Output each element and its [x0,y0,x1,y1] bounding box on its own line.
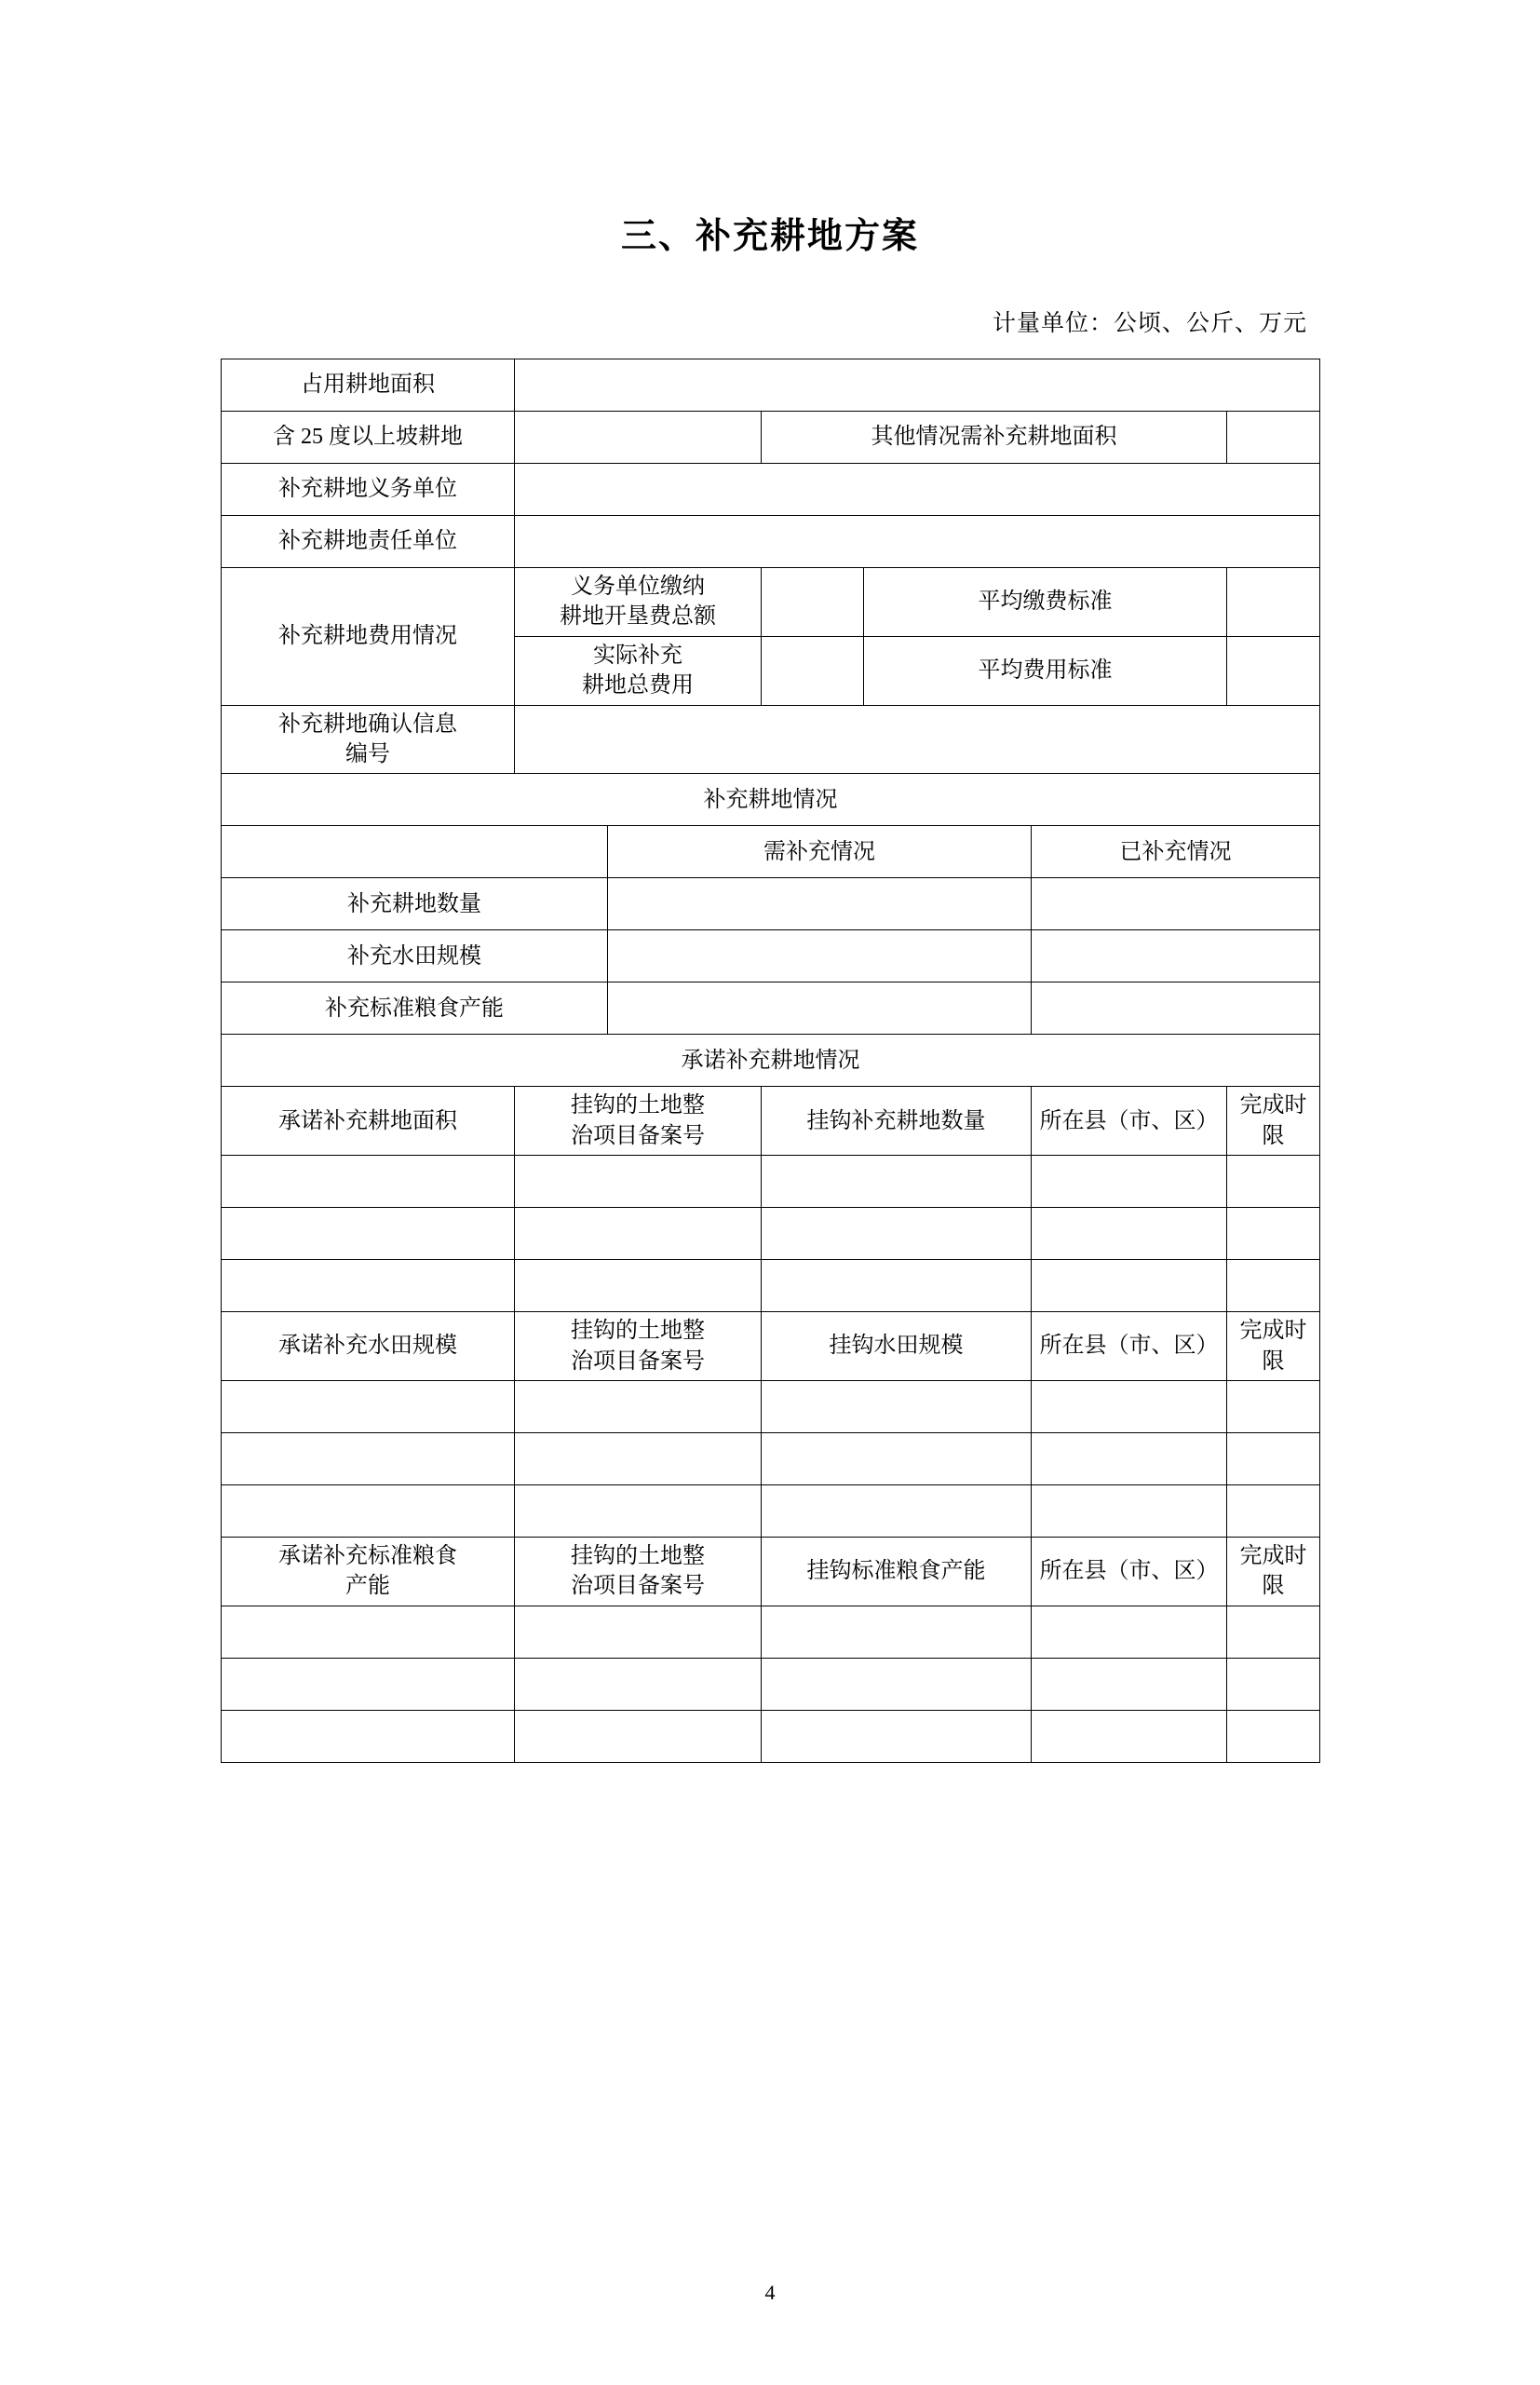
supplement-farmland-table-wrapper [221,359,1319,1763]
fee-item2-label-line2: 耕地总费用 [582,673,694,698]
county-header: 所在县（市、区） [1032,1312,1227,1381]
promise-grain-header [222,1537,515,1606]
linked-project-number-cell[interactable] [515,1260,762,1312]
confirm-info-number-label-line2: 编号 [345,741,390,766]
linked-grain-capacity-header: 挂钩标准粮食产能 [762,1537,1032,1606]
county-cell[interactable] [1032,1156,1227,1208]
supplement-grain-capacity-label: 补充标准粮食产能 [222,982,608,1035]
fee-item1-label-line2: 耕地开垦费总额 [560,604,716,630]
table-row [222,705,1320,774]
deadline-cell[interactable] [1227,1432,1320,1484]
other-supplement-area-value[interactable] [1227,412,1320,464]
table-section-header [222,774,1320,826]
average-cost-standard-value[interactable] [1227,636,1320,705]
linked-paddy-cell[interactable] [762,1380,1032,1432]
deadline-cell[interactable] [1227,1156,1320,1208]
page-title: 三、补充耕地方案 [620,214,919,256]
promise-paddy-cell[interactable] [222,1484,515,1537]
fee-item1-value[interactable] [762,568,864,637]
table-row [222,1156,1320,1208]
county-cell[interactable] [1032,1208,1227,1260]
section-promise-title: 承诺补充耕地情况 [222,1035,1320,1087]
promise-paddy-cell[interactable] [222,1380,515,1432]
deadline-cell[interactable] [1227,1208,1320,1260]
fee-situation-label: 补充耕地费用情况 [222,568,515,706]
linked-project-number-cell[interactable] [515,1156,762,1208]
average-payment-standard-value[interactable] [1227,568,1320,637]
occupied-area-value[interactable] [515,359,1320,412]
linked-project-number-header [515,1537,762,1606]
linked-project-number-cell[interactable] [515,1658,762,1710]
promise-paddy-header: 承诺补充水田规模 [222,1312,515,1381]
fee-item1-label-line1: 义务单位缴纳 [571,575,705,599]
table-row [222,1380,1320,1432]
duty-unit-label: 补充耕地义务单位 [222,464,515,516]
supplement-paddy-done[interactable] [1032,930,1320,982]
county-cell[interactable] [1032,1432,1227,1484]
promise-grain-cell[interactable] [222,1606,515,1658]
responsible-unit-value[interactable] [515,516,1320,568]
average-payment-standard-label: 平均缴费标准 [864,568,1227,637]
supplement-grain-capacity-need[interactable] [608,982,1032,1035]
promise-area-cell[interactable] [222,1156,515,1208]
deadline-header: 完成时限 [1227,1087,1320,1156]
county-cell[interactable] [1032,1484,1227,1537]
deadline-cell[interactable] [1227,1380,1320,1432]
linked-project-number-cell[interactable] [515,1710,762,1762]
supplement-row-label-blank [222,826,608,878]
measurement-unit-note: 计量单位：公顷、公斤、万元 [992,311,1307,336]
responsible-unit-label: 补充耕地责任单位 [222,516,515,568]
linked-project-number-cell[interactable] [515,1380,762,1432]
fee-item2-label-line1: 实际补充 [593,643,682,668]
supplement-quantity-label: 补充耕地数量 [222,878,608,930]
occupied-area-label: 占用耕地面积 [222,359,515,412]
table-row [222,930,1320,982]
linked-project-number-cell[interactable] [515,1484,762,1537]
fee-item2-label [515,636,762,705]
linked-supplement-quantity-header: 挂钩补充耕地数量 [762,1087,1032,1156]
linked-project-number-line2: 治项目备案号 [571,1123,705,1148]
promise-grain-cell[interactable] [222,1710,515,1762]
deadline-cell[interactable] [1227,1710,1320,1762]
table-header-row [222,1537,1320,1606]
linked-paddy-scale-header: 挂钩水田规模 [762,1312,1032,1381]
document-page [0,207,1540,2385]
other-supplement-area-label: 其他情况需补充耕地面积 [762,412,1227,464]
table-row [222,464,1320,516]
linked-project-number-header [515,1087,762,1156]
confirm-info-number-value[interactable] [515,705,1320,774]
table-row [222,1208,1320,1260]
linked-grain-cell[interactable] [762,1710,1032,1762]
deadline-header: 完成时限 [1227,1537,1320,1606]
supplement-paddy-need[interactable] [608,930,1032,982]
table-row [222,1260,1320,1312]
county-cell[interactable] [1032,1260,1227,1312]
linked-project-number-line2: 治项目备案号 [571,1574,705,1599]
column-already-supplemented: 已补充情况 [1032,826,1320,878]
promise-area-header: 承诺补充耕地面积 [222,1087,515,1156]
supplement-paddy-label: 补充水田规模 [222,930,608,982]
linked-project-number-line1: 挂钩的土地整 [571,1093,705,1118]
confirm-info-number-label [222,705,515,774]
deadline-cell[interactable] [1227,1484,1320,1537]
linked-project-number-cell[interactable] [515,1208,762,1260]
page-number: 4 [764,2281,776,2304]
table-row [222,1432,1320,1484]
supplement-grain-capacity-done[interactable] [1032,982,1320,1035]
fee-item1-label [515,568,762,637]
table-header-row [222,1087,1320,1156]
linked-project-number-cell[interactable] [515,1432,762,1484]
deadline-cell[interactable] [1227,1260,1320,1312]
county-cell[interactable] [1032,1710,1227,1762]
table-row [222,1658,1320,1710]
linked-paddy-cell[interactable] [762,1484,1032,1537]
linked-project-number-header [515,1312,762,1381]
confirm-info-number-label-line1: 补充耕地确认信息 [278,711,457,737]
deadline-cell[interactable] [1227,1658,1320,1710]
linked-quantity-cell[interactable] [762,1156,1032,1208]
linked-project-number-cell[interactable] [515,1606,762,1658]
supplement-quantity-need[interactable] [608,878,1032,930]
deadline-header: 完成时限 [1227,1312,1320,1381]
supplement-quantity-done[interactable] [1032,878,1320,930]
promise-grain-cell[interactable] [222,1658,515,1710]
supplement-farmland-table [221,359,1320,1763]
promise-paddy-cell[interactable] [222,1432,515,1484]
duty-unit-value[interactable] [515,464,1320,516]
linked-paddy-cell[interactable] [762,1432,1032,1484]
table-row [222,826,1320,878]
table-section-header [222,1035,1320,1087]
linked-grain-cell[interactable] [762,1658,1032,1710]
county-header: 所在县（市、区） [1032,1537,1227,1606]
table-row [222,568,1320,637]
average-cost-standard-label: 平均费用标准 [864,636,1227,705]
promise-grain-header-line1: 承诺补充标准粮食 [278,1543,457,1568]
table-row [222,1606,1320,1658]
county-header: 所在县（市、区） [1032,1087,1227,1156]
linked-project-number-line1: 挂钩的土地整 [571,1543,705,1568]
linked-project-number-line1: 挂钩的土地整 [571,1319,705,1344]
table-row [222,878,1320,930]
linked-quantity-cell[interactable] [762,1260,1032,1312]
county-cell[interactable] [1032,1658,1227,1710]
slope-farmland-label: 含 25 度以上坡耕地 [222,412,515,464]
county-cell[interactable] [1032,1606,1227,1658]
promise-area-cell[interactable] [222,1260,515,1312]
linked-grain-cell[interactable] [762,1606,1032,1658]
table-row [222,982,1320,1035]
table-row [222,359,1320,412]
table-row [222,1710,1320,1762]
fee-item2-value[interactable] [762,636,864,705]
deadline-cell[interactable] [1227,1606,1320,1658]
linked-quantity-cell[interactable] [762,1208,1032,1260]
promise-grain-header-line2: 产能 [345,1574,390,1599]
table-header-row [222,1312,1320,1381]
table-row [222,516,1320,568]
slope-farmland-value[interactable] [515,412,762,464]
column-need-supplement: 需补充情况 [608,826,1032,878]
table-row [222,1484,1320,1537]
section-supplement-title: 补充耕地情况 [222,774,1320,826]
table-row [222,412,1320,464]
promise-area-cell[interactable] [222,1208,515,1260]
linked-project-number-line2: 治项目备案号 [571,1348,705,1374]
county-cell[interactable] [1032,1380,1227,1432]
